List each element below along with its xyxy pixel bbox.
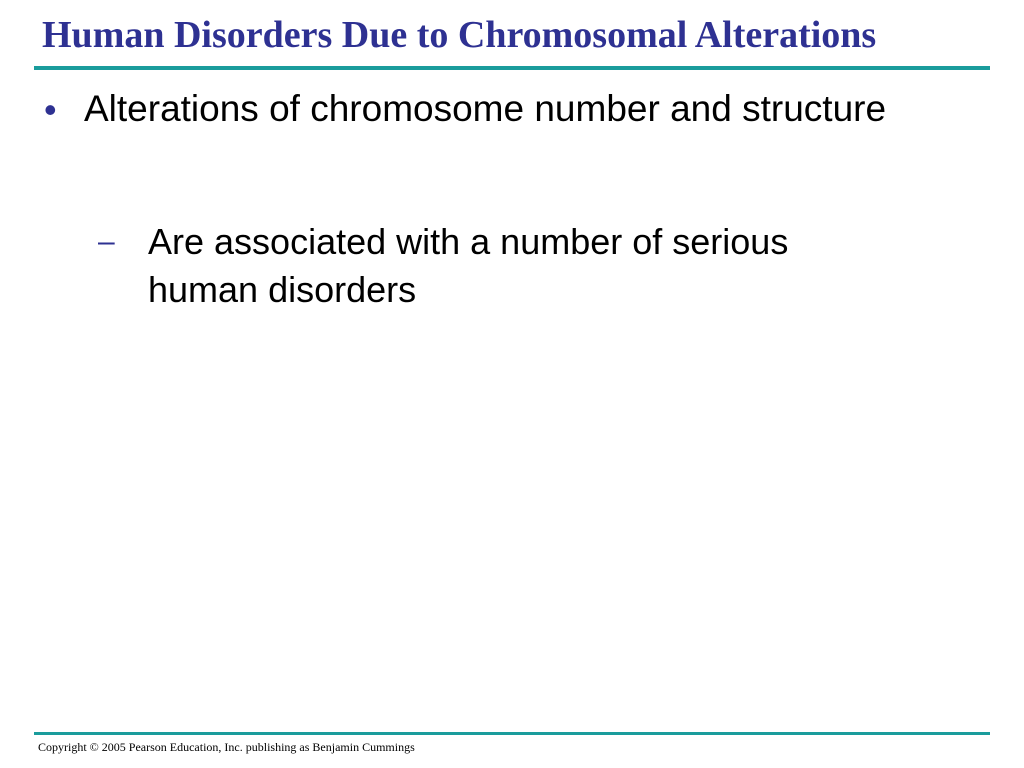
title-divider xyxy=(34,66,990,70)
sub-bullet-marker: – xyxy=(98,225,115,258)
sub-bullet-text: Are associated with a number of serious human disorders xyxy=(148,221,789,310)
copyright-footer: Copyright © 2005 Pearson Education, Inc. publishing as Benjamin Cummings xyxy=(38,740,415,754)
slide-title: Human Disorders Due to Chromosomal Alterations xyxy=(42,14,877,56)
bullet-text: Alterations of chromosome number and structure xyxy=(84,88,887,129)
bullet-marker: • xyxy=(44,89,57,130)
footer-divider xyxy=(34,732,990,735)
